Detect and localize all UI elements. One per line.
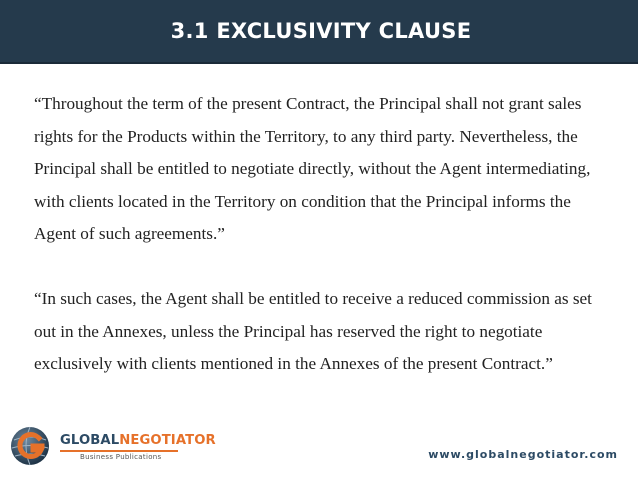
- website-link[interactable]: www.globalnegotiator.com: [428, 448, 618, 461]
- clause-paragraph-1: “Throughout the term of the present Contract, the Principal shall not grant sales rights for the Products within the Territory, to any third party. Nevertheless, the Principal shall be entitled to negotiate directly, without the Agent intermediating, with clients located in the Territory on condition that the Principal informs the Agent of such agreements.”: [34, 94, 591, 244]
- clause-paragraph-2: “In such cases, the Agent shall be entitled to receive a reduced commission as set out in the Annexes, unless the Principal has reserved the right to negotiate exclusively with clients mentioned in the Annexes of the present Contract.”: [34, 288, 592, 374]
- logo-negotiator-text: NEGOTIATOR: [119, 433, 216, 448]
- global-negotiator-logo: [8, 424, 216, 468]
- logo-divider: [60, 450, 178, 452]
- logo-name: [60, 433, 216, 448]
- slide-title: 3.1 EXCLUSIVITY CLAUSE: [170, 19, 472, 43]
- globe-g-icon: [8, 424, 52, 468]
- title-bar: [0, 0, 638, 64]
- logo-subtitle: Business Publications: [80, 453, 162, 461]
- logo-global-text: GLOBAL: [60, 433, 120, 448]
- clause-text: [34, 88, 614, 381]
